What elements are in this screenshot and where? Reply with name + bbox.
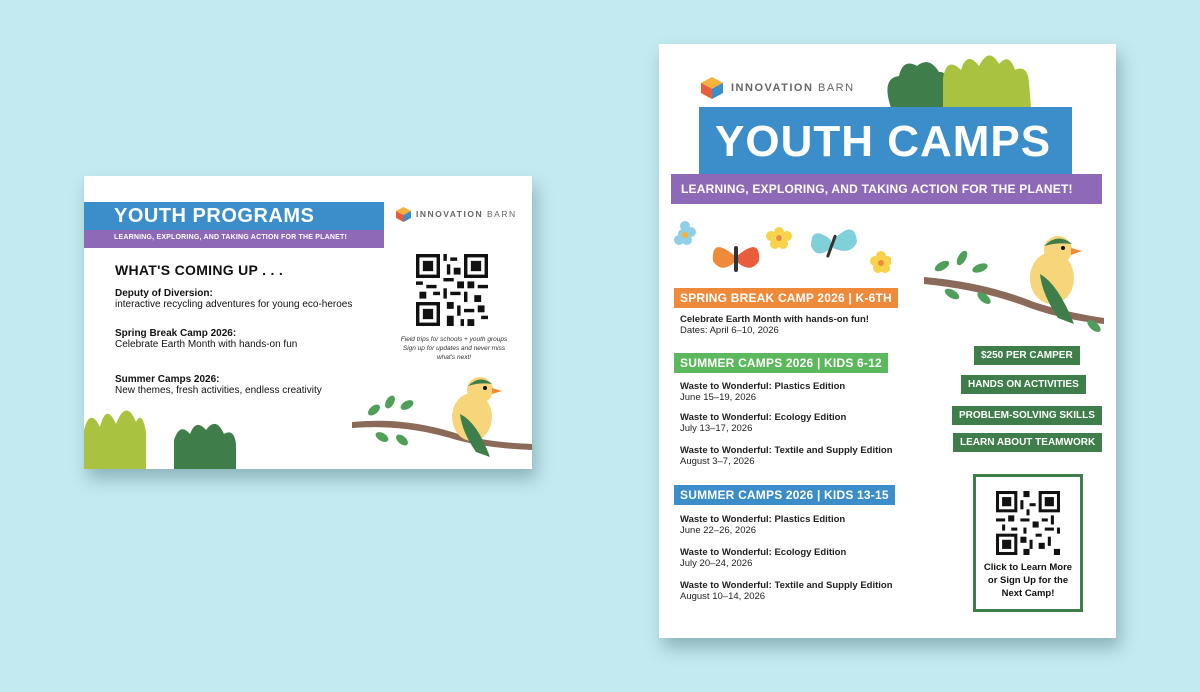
bush-icon	[881, 48, 1051, 108]
logo-text-bold: INNOVATION	[416, 209, 484, 219]
item-title: Summer Camps 2026:	[115, 374, 220, 385]
item-title: Waste to Wonderful: Plastics Edition	[680, 514, 846, 525]
schedule-item	[680, 445, 893, 467]
qr-caption-line: Sign up for updates and never miss	[402, 345, 506, 352]
item-date: Dates: April 6–10, 2026	[680, 325, 779, 336]
qr-code[interactable]	[996, 491, 1060, 555]
logo-text-light: BARN	[818, 82, 855, 94]
postcard-heading: WHAT'S COMING UP . . .	[115, 262, 284, 278]
qr-caption-line: or Sign Up for the	[987, 575, 1069, 586]
schedule-item	[680, 381, 845, 403]
schedule-item	[680, 314, 869, 336]
postcard-item	[115, 374, 322, 396]
item-title: Spring Break Camp 2026:	[115, 328, 237, 339]
qr-caption	[384, 335, 524, 362]
item-date: June 15–19, 2026	[680, 392, 757, 403]
qr-code[interactable]	[416, 254, 488, 326]
item-date: July 20–24, 2026	[680, 558, 753, 569]
logo-text-light: BARN	[486, 209, 517, 219]
item-desc: Celebrate Earth Month with hands-on fun	[115, 339, 298, 350]
item-date: August 3–7, 2026	[680, 456, 755, 467]
schedule-item	[680, 514, 845, 536]
flyer-subtitle-band	[671, 174, 1102, 204]
schedule-item	[680, 412, 846, 434]
feature-tag: PROBLEM-SOLVING SKILLS	[952, 406, 1102, 425]
bird-icon	[924, 232, 1114, 342]
flyer	[659, 44, 1116, 638]
qr-caption	[976, 561, 1080, 600]
flower-icon	[674, 221, 696, 245]
bird-icon	[352, 372, 532, 469]
postcard-title: YOUTH PROGRAMS	[114, 205, 315, 227]
item-title: Celebrate Earth Month with hands-on fun!	[680, 314, 869, 325]
item-date: July 13–17, 2026	[680, 423, 753, 434]
postcard-title-band	[84, 202, 384, 230]
bush-icon	[84, 402, 254, 469]
flyer-subtitle: LEARNING, EXPLORING, AND TAKING ACTION FOR THE PLANET!	[681, 182, 1073, 196]
qr-caption-line: Click to Learn More	[983, 562, 1073, 573]
item-title: Waste to Wonderful: Ecology Edition	[680, 412, 847, 423]
postcard-item	[115, 288, 352, 310]
item-title: Waste to Wonderful: Ecology Edition	[680, 547, 847, 558]
flyer-title: YOUTH CAMPS	[715, 117, 1052, 166]
feature-tag: $250 PER CAMPER	[974, 346, 1080, 365]
item-desc: interactive recycling adventures for young eco-heroes	[115, 299, 353, 310]
qr-caption-line: Next Camp!	[1001, 588, 1055, 599]
flyer-title-band	[699, 107, 1072, 174]
schedule-item	[680, 547, 846, 569]
item-title: Waste to Wonderful: Plastics Edition	[680, 381, 846, 392]
summer-kids-header: SUMMER CAMPS 2026 | KIDS 6-12	[674, 353, 888, 373]
feature-tag: HANDS ON ACTIVITIES	[961, 375, 1086, 394]
qr-caption-line: what's next!	[436, 354, 472, 361]
qr-caption-line: Field trips for schools + youth groups	[400, 336, 508, 343]
item-date: August 10–14, 2026	[680, 591, 766, 602]
summer-teens-header: SUMMER CAMPS 2026 | KIDS 13-15	[674, 485, 895, 505]
postcard-subtitle: LEARNING, EXPLORING, AND TAKING ACTION FOR THE PLANET!	[114, 234, 347, 241]
logo-text-bold: INNOVATION	[731, 82, 814, 94]
postcard	[84, 176, 532, 469]
item-desc: New themes, fresh activities, endless creativity	[115, 385, 322, 396]
item-title: Waste to Wonderful: Textile and Supply Edition	[680, 580, 893, 591]
item-title: Deputy of Diversion:	[115, 288, 213, 299]
spring-header: SPRING BREAK CAMP 2026 | K-6TH	[674, 288, 898, 308]
postcard-item	[115, 328, 297, 350]
qr-box[interactable]	[973, 474, 1083, 612]
logo-icon	[396, 207, 411, 222]
postcard-subtitle-band	[84, 230, 384, 248]
feature-tag: LEARN ABOUT TEAMWORK	[953, 433, 1102, 452]
butterfly-icon	[671, 216, 891, 286]
schedule-item	[680, 580, 893, 602]
item-date: June 22–26, 2026	[680, 525, 757, 536]
logo-icon	[701, 77, 723, 99]
item-title: Waste to Wonderful: Textile and Supply Edition	[680, 445, 893, 456]
